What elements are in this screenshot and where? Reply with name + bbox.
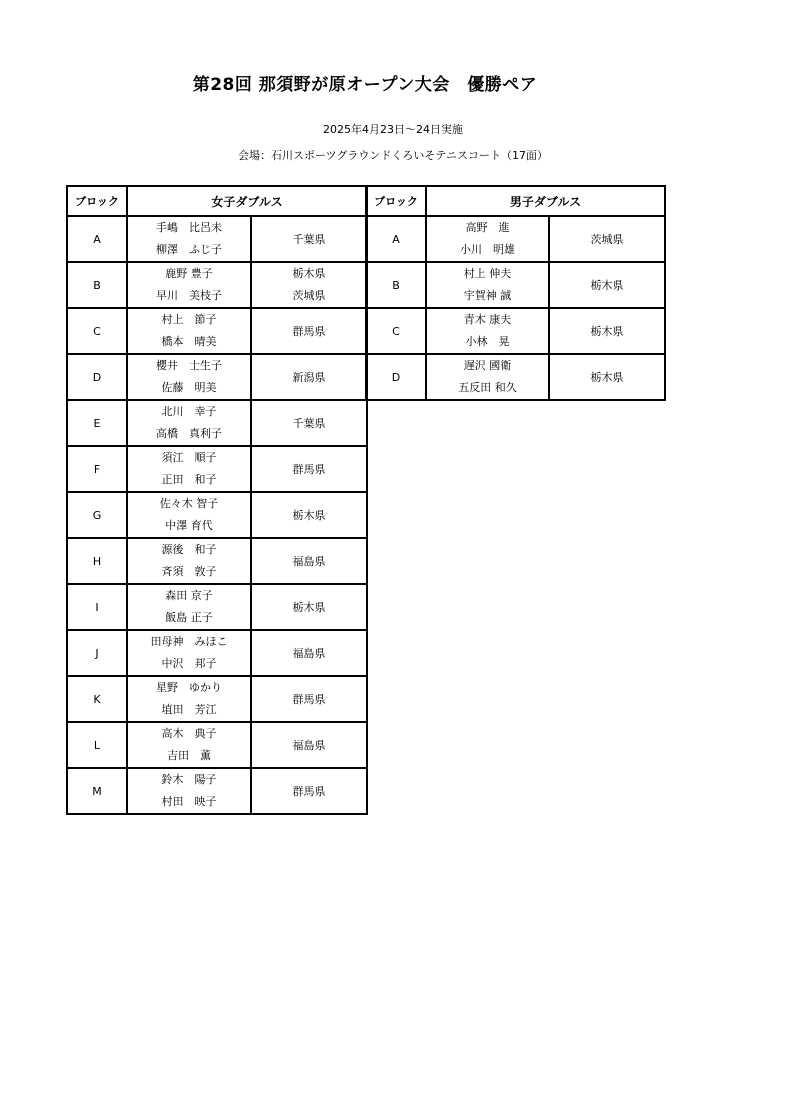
player-name: 源後 和子 bbox=[161, 543, 217, 556]
player-name: 村田 映子 bbox=[161, 795, 217, 808]
players-cell bbox=[127, 262, 251, 308]
player-name: 柳澤 ふじ子 bbox=[156, 243, 222, 256]
men-header-row bbox=[366, 186, 665, 216]
block-cell: M bbox=[67, 768, 127, 814]
block-cell: H bbox=[67, 538, 127, 584]
table-row bbox=[67, 538, 367, 584]
prefecture-cell: 福島県 bbox=[251, 538, 367, 584]
player-name: 鈴木 陽子 bbox=[161, 773, 217, 786]
prefecture-cell: 千葉県 bbox=[251, 216, 367, 262]
block-cell: L bbox=[67, 722, 127, 768]
block-cell: C bbox=[366, 308, 426, 354]
block-cell: D bbox=[366, 354, 426, 400]
women-doubles-title: 女子ダブルス bbox=[127, 186, 367, 216]
player-name: 田母神 みほこ bbox=[150, 635, 228, 648]
table-row bbox=[67, 722, 367, 768]
block-cell: C bbox=[67, 308, 127, 354]
event-venue: 会場：石川スポーツグラウンドくろいそテニスコート（17面） bbox=[237, 149, 548, 162]
player-name: 青木 康夫 bbox=[463, 313, 512, 326]
player-name: 五反田 和久 bbox=[458, 381, 517, 394]
table-row bbox=[366, 308, 665, 354]
player-name: 中澤 育代 bbox=[165, 519, 213, 532]
players-cell bbox=[127, 584, 251, 630]
men-doubles-table bbox=[365, 185, 666, 401]
player-name: 小川 明雄 bbox=[460, 243, 515, 256]
players-cell bbox=[127, 722, 251, 768]
prefecture-cell: 茨城県 bbox=[549, 216, 665, 262]
block-cell: D bbox=[67, 354, 127, 400]
prefecture-name: 栃木県 bbox=[292, 267, 326, 280]
prefecture-cell: 群馬県 bbox=[251, 446, 367, 492]
women-block-header: ブロック bbox=[67, 186, 127, 216]
player-name: 中沢 邦子 bbox=[161, 657, 217, 670]
player-name: 飯島 正子 bbox=[165, 611, 213, 624]
table-row bbox=[67, 676, 367, 722]
prefecture-cell: 群馬県 bbox=[251, 676, 367, 722]
player-name: 森田 京子 bbox=[165, 589, 213, 602]
player-name: 高木 典子 bbox=[161, 727, 217, 740]
players-cell bbox=[127, 308, 251, 354]
table-row bbox=[67, 400, 367, 446]
prefecture-cell: 栃木県 bbox=[549, 262, 665, 308]
player-name: 北川 幸子 bbox=[161, 405, 217, 418]
table-row bbox=[67, 630, 367, 676]
block-cell: E bbox=[67, 400, 127, 446]
player-name: 吉田 薫 bbox=[167, 749, 211, 762]
players-cell bbox=[127, 676, 251, 722]
prefecture-cell: 栃木県 bbox=[549, 308, 665, 354]
player-name: 遅沢 國衛 bbox=[463, 359, 512, 372]
prefecture-cell: 栃木県 bbox=[251, 584, 367, 630]
block-cell: B bbox=[366, 262, 426, 308]
table-row bbox=[366, 262, 665, 308]
player-name: 村上 伸夫 bbox=[463, 267, 512, 280]
player-name: 斉須 敦子 bbox=[161, 565, 217, 578]
players-cell bbox=[426, 354, 549, 400]
women-header-row bbox=[67, 186, 367, 216]
block-cell: A bbox=[366, 216, 426, 262]
player-name: 早川 美枝子 bbox=[156, 289, 222, 302]
player-name: 手嶋 比呂未 bbox=[156, 221, 222, 234]
players-cell bbox=[127, 538, 251, 584]
player-name: 須江 順子 bbox=[161, 451, 217, 464]
player-name: 埴田 芳江 bbox=[161, 703, 217, 716]
event-dates: 2025年4月23日～24日実施 bbox=[323, 123, 463, 136]
block-cell: K bbox=[67, 676, 127, 722]
players-cell bbox=[426, 216, 549, 262]
player-name: 佐藤 明美 bbox=[161, 381, 217, 394]
women-doubles-table bbox=[66, 185, 368, 815]
men-doubles-title: 男子ダブルス bbox=[426, 186, 665, 216]
prefecture-cell: 新潟県 bbox=[251, 354, 367, 400]
table-row bbox=[67, 262, 367, 308]
page-title: 第28回 那須野が原オープン大会 優勝ペア bbox=[192, 75, 538, 95]
table-row bbox=[67, 768, 367, 814]
player-name: 村上 節子 bbox=[161, 313, 217, 326]
player-name: 佐々木 智子 bbox=[159, 497, 219, 510]
table-row bbox=[67, 492, 367, 538]
prefecture-cell: 福島県 bbox=[251, 722, 367, 768]
prefecture-cell bbox=[251, 262, 367, 308]
table-row bbox=[67, 216, 367, 262]
prefecture-cell: 福島県 bbox=[251, 630, 367, 676]
players-cell bbox=[127, 400, 251, 446]
block-cell: I bbox=[67, 584, 127, 630]
prefecture-cell: 群馬県 bbox=[251, 768, 367, 814]
players-cell bbox=[127, 630, 251, 676]
prefecture-cell: 群馬県 bbox=[251, 308, 367, 354]
players-cell bbox=[127, 354, 251, 400]
table-row bbox=[67, 308, 367, 354]
players-cell bbox=[127, 216, 251, 262]
player-name: 櫻井 士生子 bbox=[156, 359, 222, 372]
players-cell bbox=[426, 308, 549, 354]
block-cell: F bbox=[67, 446, 127, 492]
block-cell: B bbox=[67, 262, 127, 308]
block-cell: J bbox=[67, 630, 127, 676]
player-name: 高野 進 bbox=[465, 221, 510, 234]
players-cell bbox=[426, 262, 549, 308]
table-row bbox=[67, 446, 367, 492]
table-row bbox=[67, 584, 367, 630]
player-name: 橋本 晴美 bbox=[161, 335, 217, 348]
table-row bbox=[366, 216, 665, 262]
block-cell: G bbox=[67, 492, 127, 538]
players-cell bbox=[127, 492, 251, 538]
player-name: 鹿野 豊子 bbox=[165, 267, 213, 280]
table-row bbox=[366, 354, 665, 400]
prefecture-cell: 栃木県 bbox=[549, 354, 665, 400]
player-name: 小林 晃 bbox=[465, 335, 510, 348]
players-cell bbox=[127, 446, 251, 492]
prefecture-cell: 栃木県 bbox=[251, 492, 367, 538]
player-name: 正田 和子 bbox=[161, 473, 217, 486]
men-block-header: ブロック bbox=[366, 186, 426, 216]
table-row bbox=[67, 354, 367, 400]
prefecture-name: 茨城県 bbox=[292, 289, 326, 302]
player-name: 星野 ゆかり bbox=[156, 681, 222, 694]
prefecture-cell: 千葉県 bbox=[251, 400, 367, 446]
players-cell bbox=[127, 768, 251, 814]
block-cell: A bbox=[67, 216, 127, 262]
player-name: 宇賀神 誠 bbox=[463, 289, 512, 302]
player-name: 高橋 真利子 bbox=[156, 427, 222, 440]
